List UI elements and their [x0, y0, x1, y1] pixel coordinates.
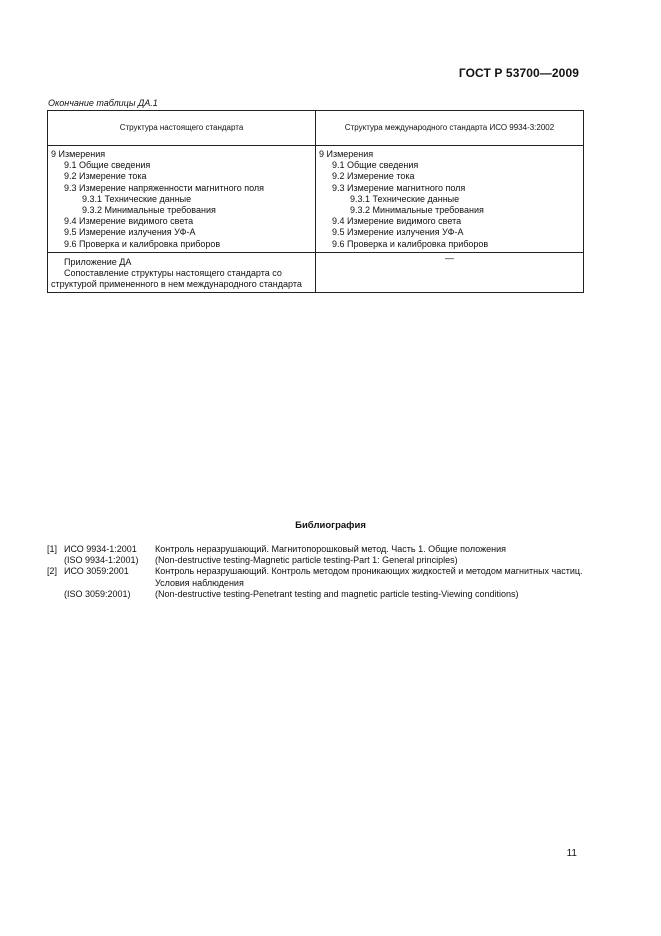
list-item: 9.3.1 Технические данные [350, 193, 460, 204]
list-item: 9.5 Измерение излучения УФ-А [64, 227, 196, 238]
standard-title: Контроль неразрушающий. Контроль методом проникающих жидкостей и методом магнитных частиц. Условия наблюдения [155, 566, 583, 588]
list-item: 9.3.2 Минимальные требования [82, 205, 216, 216]
list-item: 9.2 Измерение тока [64, 171, 147, 182]
bibliography-entry [47, 544, 592, 566]
bibliography-entry [47, 566, 592, 600]
standard-code: ИСО 3059:2001 [64, 566, 129, 577]
list-item: 9 Измерения [51, 149, 106, 159]
list-item: 9.4 Измерение видимого света [64, 216, 194, 227]
column-header-national: Структура настоящего стандарта [48, 111, 316, 146]
table-caption: Окончание таблицы ДА.1 [48, 98, 158, 108]
annex-cell [48, 252, 316, 293]
page-number: 11 [566, 848, 577, 859]
standard-title-en: (Non-destructive testing-Magnetic particle testing-Part 1: General principles) [155, 555, 458, 566]
bibliography-title: Библиография [295, 520, 366, 531]
list-item: 9.3 Измерение напряженности магнитного поля [64, 182, 265, 193]
standard-title-en: (Non-destructive testing-Penetrant testing and magnetic particle testing-Viewing conditions) [155, 588, 519, 599]
international-structure-cell [316, 146, 584, 253]
annex-international-cell: — [316, 252, 584, 293]
standard-code: ИСО 9934-1:2001 [64, 544, 137, 554]
list-item: 9.2 Измерение тока [332, 171, 415, 182]
document-code: ГОСТ Р 53700—2009 [458, 66, 579, 80]
list-item: 9.5 Измерение излучения УФ-А [332, 227, 464, 238]
table-header-row [48, 111, 584, 146]
annex-title: Приложение ДА [64, 256, 132, 267]
annex-description: Сопоставление структуры настоящего стандарта со структурой примененного в нем международного стандарта [51, 268, 302, 290]
structure-comparison-table [47, 110, 584, 293]
list-item: 9.6 Проверка и калибровка приборов [332, 238, 489, 249]
list-item: 9.4 Измерение видимого света [332, 216, 462, 227]
list-item: 9.3.2 Минимальные требования [350, 205, 484, 216]
list-item: 9.3 Измерение магнитного поля [332, 182, 466, 193]
standard-code-en: (ISO 9934-1:2001) [64, 555, 139, 566]
entry-number: [1] [47, 544, 58, 554]
column-header-international: Структура международного стандарта ИСО 9934-3:2002 [316, 111, 584, 146]
table-row [48, 252, 584, 293]
list-item: 9.3.1 Технические данные [82, 193, 192, 204]
list-item: 9.1 Общие сведения [64, 160, 151, 171]
list-item: 9 Измерения [319, 149, 374, 159]
table-row [48, 146, 584, 253]
national-structure-cell [48, 146, 316, 253]
entry-number: [2] [47, 566, 58, 577]
standard-code-en: (ISO 3059:2001) [64, 588, 131, 599]
list-item: 9.6 Проверка и калибровка приборов [64, 238, 221, 249]
list-item: 9.1 Общие сведения [332, 160, 419, 171]
standard-title: Контроль неразрушающий. Магнитопорошковый метод. Часть 1. Общие положения [155, 544, 507, 554]
bibliography-list [47, 544, 592, 600]
